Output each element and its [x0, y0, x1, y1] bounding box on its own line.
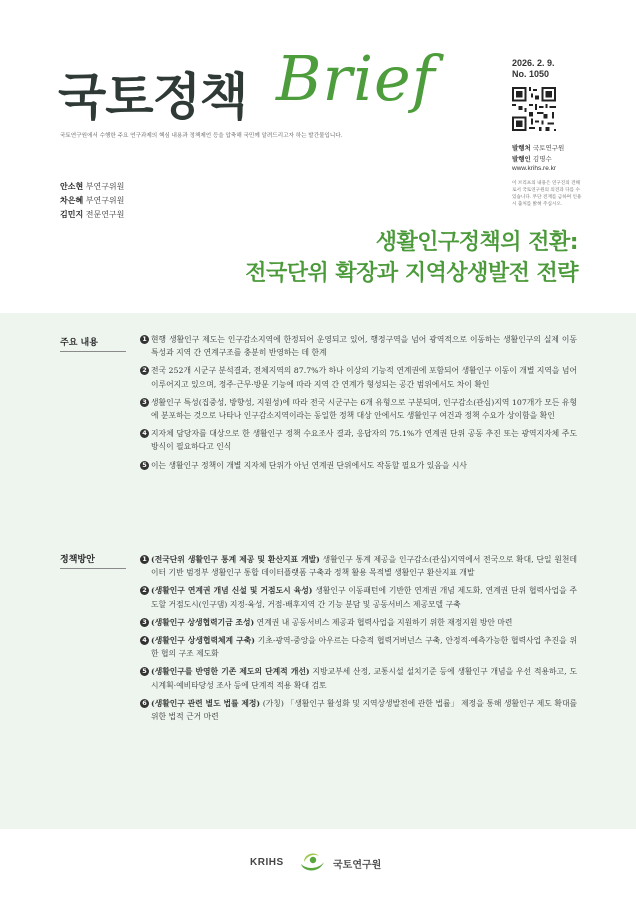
main-content-label: 주요 내용	[60, 335, 126, 352]
author-role: 부연구위원	[85, 182, 125, 191]
issue-number: No. 1050	[512, 69, 550, 79]
masthead-title-brief: Brief	[276, 42, 436, 115]
item-text: (가칭) 「생활인구 활성화 및 지역상생발전에 관한 법률」 제정을 통해 생활인구 제도 확대를 위한 법적 근거 마련	[151, 698, 578, 722]
publisher-label: 발행처	[512, 144, 531, 152]
item-text: 이는 생활인구 정책이 개별 지자체 단위가 아닌 연계권 단위에서도 작동할 필요가 있음을 시사	[151, 460, 467, 470]
footer	[0, 846, 636, 876]
item-heading: (생활인구 관련 별도 법률 제정)	[151, 698, 261, 708]
item-number: 1	[140, 555, 149, 564]
issue-info	[512, 58, 602, 208]
item-text: 지방교부세 산정, 교통시설 설치기준 등에 생활인구 개념을 우선 적용하고, 도시계획·예비타당성 조사 등에 단계적 적용 확대 검토	[151, 667, 577, 690]
copyright-note: 이 브리프의 내용은 연구진의 견해로서 국토연구원의 의견과 다를 수 있습니다. 무단 전재를 금하며 인용 시 출처를 밝혀 주십시오.	[512, 181, 582, 207]
qr-code-icon[interactable]	[512, 87, 556, 131]
list-item	[140, 665, 577, 691]
item-number: 6	[140, 699, 149, 708]
item-text: 연계권 내 공동서비스 제공과 협력사업을 지원하기 위한 재정지원 방안 마련	[254, 617, 513, 627]
list-item	[140, 333, 577, 359]
item-number: 2	[140, 586, 149, 595]
masthead	[58, 40, 438, 125]
item-number: 1	[140, 335, 149, 344]
issue-date: 2026. 2. 9.	[512, 58, 555, 68]
list-item	[140, 364, 577, 390]
author-name: 차은혜	[60, 196, 84, 205]
item-number: 3	[140, 618, 149, 627]
item-text: 생활인구 이동패턴에 기반한 연계권 개념 제도화, 연계권 단위 협력사업을 주도할 거점도시(인구댐) 지정·육성, 거점-배후지역 간 기능 분담 및 공동서비스 제공모델 구축	[151, 586, 577, 609]
footer-org-korean: 국토연구원	[333, 860, 382, 871]
summary-panel	[0, 313, 636, 829]
title-line-1: 생활인구정책의 전환:	[375, 230, 578, 255]
item-number: 3	[140, 398, 149, 407]
publisher-info	[512, 143, 602, 165]
list-item	[140, 697, 577, 723]
footer-org-latin: KRIHS	[250, 857, 284, 868]
item-heading: (생활인구를 반영한 기존 제도의 단계적 개선)	[151, 667, 310, 677]
item-text: 생활인구 통계 제공을 인구감소(관심)지역에서 전국으로 확대, 단일 원천데이터 기반 범정부 생활인구 통합 데이터플랫폼 구축과 정책 활용 목적별 생활인구 환산지표 개발	[151, 555, 577, 578]
krihs-logo-icon	[297, 848, 327, 874]
masthead-tagline: 국토연구원에서 수행한 주요 연구과제의 핵심 내용과 정책제언 등을 압축해 국민께 알려드리고자 하는 발간물입니다.	[60, 133, 343, 139]
item-heading: (생활인구 상생협력체계 구축)	[151, 636, 255, 646]
list-item	[140, 396, 577, 422]
main-content-list	[140, 333, 577, 477]
author-name: 김민지	[60, 210, 84, 219]
list-item	[140, 584, 577, 610]
author	[60, 194, 124, 208]
item-heading: (생활인구 연계권 개념 신설 및 거점도시 육성)	[151, 586, 313, 596]
item-number: 5	[140, 667, 149, 676]
list-item	[140, 616, 577, 629]
publisher-name: 국토연구원	[532, 144, 565, 152]
author	[60, 208, 124, 222]
item-number: 4	[140, 429, 149, 438]
author-role: 부연구위원	[85, 196, 125, 205]
item-text: 지자체 담당자를 대상으로 한 생활인구 정책 수요조사 결과, 응답자의 75.1%가 연계권 단위 공동 추진 또는 광역지자체 주도 방식이 필요하다고 인식	[151, 429, 577, 452]
author-name: 안소현	[60, 182, 84, 191]
item-heading: (생활인구 상생협력기금 조성)	[151, 617, 255, 627]
website-link[interactable]: www.krihs.re.kr	[512, 165, 557, 172]
item-number: 2	[140, 366, 149, 375]
list-item	[140, 427, 577, 453]
item-text: 전국 252개 시군구 분석결과, 전체지역의 87.7%가 하나 이상의 기능적 연계권에 포함되어 생활인구 이동이 개별 지역을 넘어 이루어지고 있으며, 정주·근무·방문 기능에 따라 지역 간 연계가 형성되는 공간 범위에서도 차이 확인	[151, 366, 577, 389]
list-item	[140, 459, 577, 472]
list-item	[140, 553, 577, 579]
item-text: 현행 생활인구 제도는 인구감소지역에 한정되어 운영되고 있어, 행정구역을 넘어 광역적으로 이동하는 생활인구의 실제 이동특성과 지역 간 연계구조를 충분히 반영하는 데 한계	[151, 335, 577, 358]
author-list	[60, 180, 124, 222]
issuer-name: 김명수	[532, 155, 552, 163]
item-number: 5	[140, 461, 149, 470]
author-role: 전문연구원	[85, 210, 125, 219]
item-heading: (전국단위 생활인구 통계 제공 및 환산지표 개발)	[151, 555, 320, 564]
title-line-2: 전국단위 확장과 지역상생발전 전략	[245, 261, 578, 286]
issuer-label: 발행인	[512, 155, 531, 163]
list-item	[140, 634, 577, 660]
author	[60, 180, 124, 194]
item-text: 기초-광역-중앙을 아우르는 다층적 협력거버넌스 구축, 안정적·예측가능한 협력사업 추진을 위한 협의 구조 제도화	[151, 636, 577, 659]
item-number: 4	[140, 636, 149, 645]
masthead-title-korean: 국토정책	[58, 68, 248, 126]
policy-label: 정책방안	[60, 552, 126, 569]
policy-list	[140, 553, 577, 728]
item-text: 생활인구 특성(집중성, 방향성, 지원성)에 따라 전국 시군구는 6개 유형으로 구분되며, 인구감소(관심)지역 107개가 모든 유형에 분포하는 것으로 나타나 인구감소지역이라는 동일한 정책 대상 안에서도 생활인구 여건과 정책 수요가 상이함을 확인	[151, 397, 577, 421]
page-title	[245, 228, 578, 290]
